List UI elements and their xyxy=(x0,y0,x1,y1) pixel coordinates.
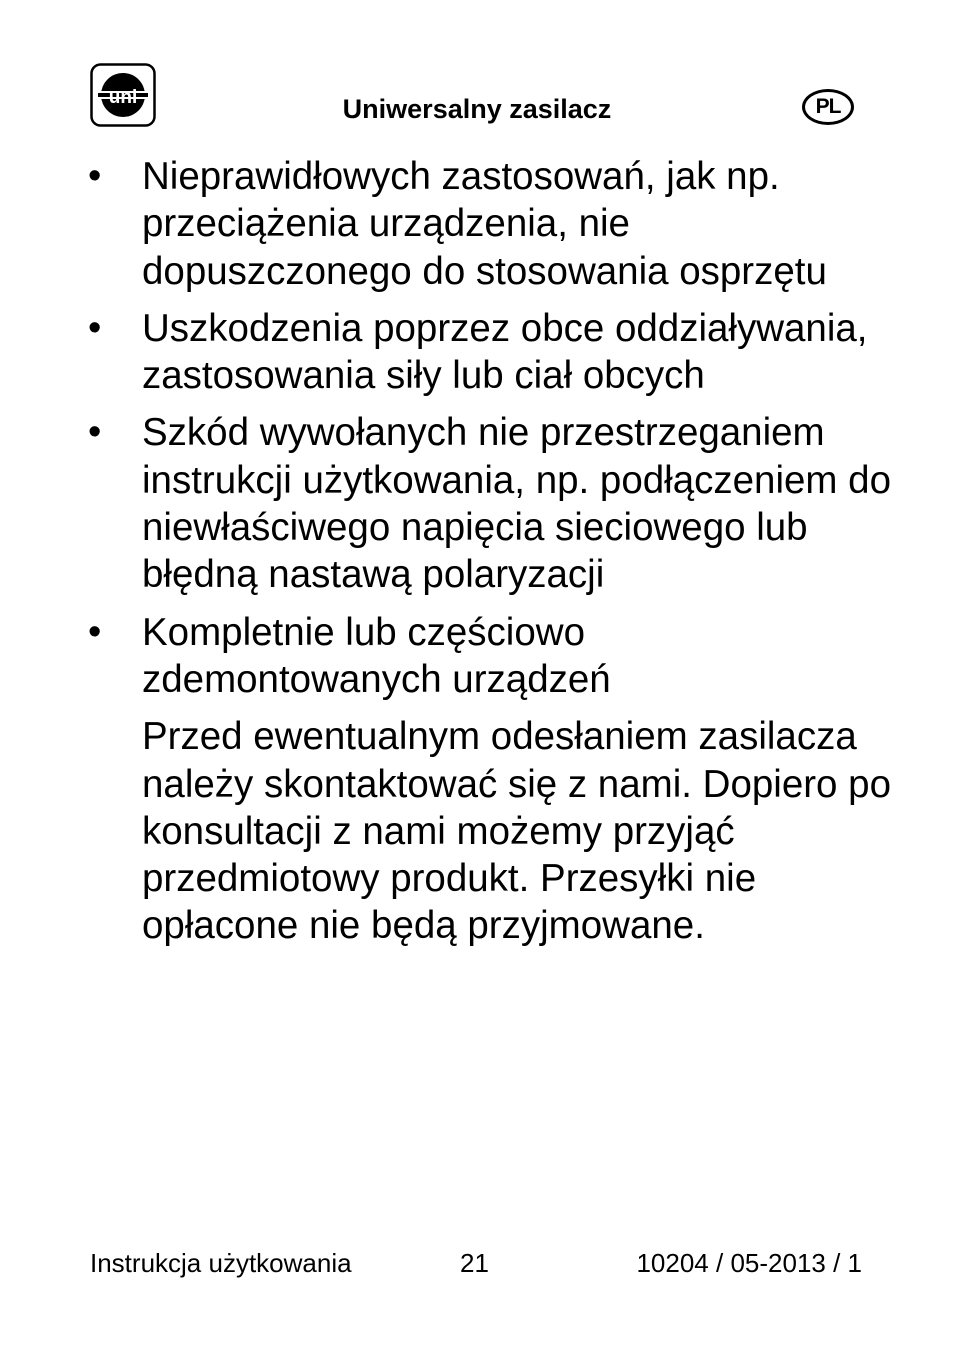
page-number: 21 xyxy=(460,1248,489,1278)
bullet-icon: • xyxy=(88,610,102,653)
document-code: 10204 / 05-2013 / 1 xyxy=(636,1248,862,1278)
language-badge: PL xyxy=(802,89,854,125)
note-paragraph: Przed ewentualnym odesłaniem zasilacza należy skontaktować się z nami. Dopiero po konsultacji z nami możemy przyjąć przedmiotowy produkt. Przesyłki nie opłacone nie będą przyjmowane. xyxy=(142,715,891,948)
main-content xyxy=(0,153,954,950)
page-title: Uniwersalny zasilacz xyxy=(342,94,612,124)
list-item-text: Nieprawidłowych zastosowań, jak np. przeciążenia urządzenia, nie dopuszczonego do stosowania osprzętu xyxy=(142,155,827,293)
list-item xyxy=(0,153,954,295)
footer-document-title: Instrukcja użytkowania xyxy=(90,1248,352,1278)
list-item xyxy=(0,609,954,704)
page-footer xyxy=(0,1246,954,1280)
bullet-icon: • xyxy=(88,411,102,454)
list-item-text: Szkód wywołanych nie przestrzeganiem instrukcji użytkowania, np. podłączeniem do niewłaściwego napięcia sieciowego lub błędną nastawą polaryzacji xyxy=(142,411,892,597)
bullet-icon: • xyxy=(88,155,102,197)
list-item xyxy=(0,305,954,400)
list-item xyxy=(0,409,954,598)
list-item-text: Kompletnie lub częściowo zdemontowanych urządzeń xyxy=(142,610,611,701)
bullet-icon: • xyxy=(88,306,102,349)
logo-text: uni xyxy=(108,87,138,108)
page-header xyxy=(0,0,954,140)
list-item-text: Uszkodzenia poprzez obce oddziaływania, zastosowania siły lub ciał obcych xyxy=(142,306,868,398)
